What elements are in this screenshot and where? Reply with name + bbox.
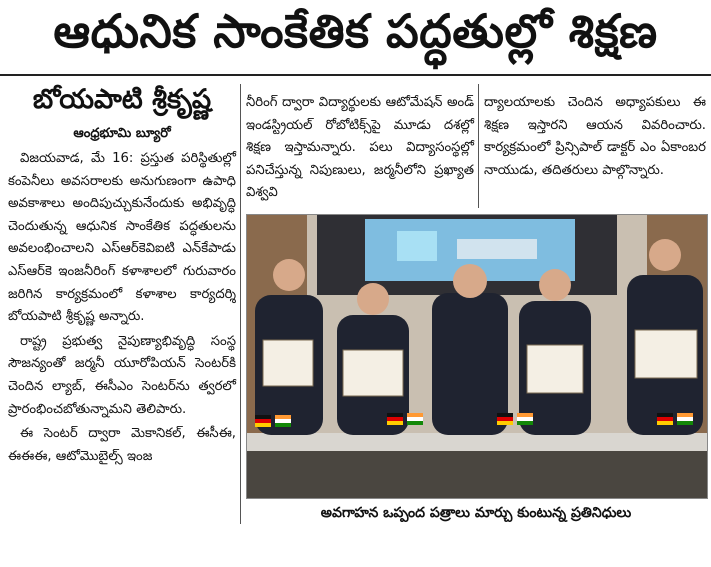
photo-caption: అవగాహన ఒప్పంద పత్రాలు మార్చు కుంటున్న ప్రతినిధులు xyxy=(320,504,632,521)
paragraph: ఈ సెంటర్ ద్వారా మెకానికల్, ఈసీఈ, ఈఈఈ, ఆటోమొబైల్స్ ఇంజ xyxy=(8,426,236,464)
column-divider xyxy=(478,84,479,208)
bureau-credit: ఆంధ్రభూమి బ్యూరో xyxy=(73,126,171,141)
column-divider xyxy=(240,84,241,524)
paragraph: విజయవాడ, మే 16: ప్రస్తుత పరిస్థితుల్లో కంపెనీలు అవసరాలకు అనుగుణంగా ఉపాధి అవకాశాలు అందిపుచ్చుకునేందుకు అభివృద్ధి చెందుతున్న ఆధునిక సాంకేతిక పద్ధతులను అవలంభించాలని ఎస్ఆర్‌కెవిఐటి ఎన్‌కేపాడు ఎస్ఆర్‌కె ఇంజనీరింగ్ కళాశాలలో గురువారం జరిగిన కార్యక్రమంలో కళాశాల కార్యదర్శి బోయపాటి శ్రీకృష్ణ అన్నారు. xyxy=(8,151,236,325)
paragraph: నీరింగ్ ద్వారా విద్యార్థులకు ఆటోమేషన్ అండ్ ఇండస్ట్రియల్ రోబోటిక్స్‌పై మూడు దశల్లో శిక్షణ ఇస్తామన్నారు. పలు విద్యాసంస్థల్లో పనిచేస్తున్న నిపుణులు, జర్మనీలోని ప్రఖ్యాత విశ్వవి xyxy=(246,95,474,201)
article-column-1 xyxy=(8,148,236,470)
news-photo xyxy=(246,214,708,499)
paragraph: రాష్ట్ర ప్రభుత్వ నైపుణ్యాభివృద్ధి సంస్థ సౌజన్యంతో జర్మనీ యూరోపియన్ సెంటర్‌కి చెందిన ల్యాబ్, ఈసీఎం సెంటర్‌ను త్వరలో ప్రారంభించబోతున్నామని తెలిపారు. xyxy=(8,333,236,417)
paragraph: ద్యాలయాలకు చెందిన అధ్యాపకులు ఈ శిక్షణ ఇస్తారని ఆయన వివరించారు. కార్యక్రమంలో ప్రిన్సిపాల్ డాక్టర్ ఎం ఏకాంబర నాయుడు, తదితరులు పాల్గొన్నారు. xyxy=(484,95,706,178)
byline: బోయపాటి శ్రీకృష్ణ xyxy=(32,84,212,115)
photo-illustration xyxy=(247,215,707,498)
headline: ఆధునిక సాంకేతిక పద్ధతుల్లో శిక్షణ xyxy=(0,0,711,76)
article-column-2 xyxy=(246,92,474,207)
article-column-3 xyxy=(484,92,706,184)
